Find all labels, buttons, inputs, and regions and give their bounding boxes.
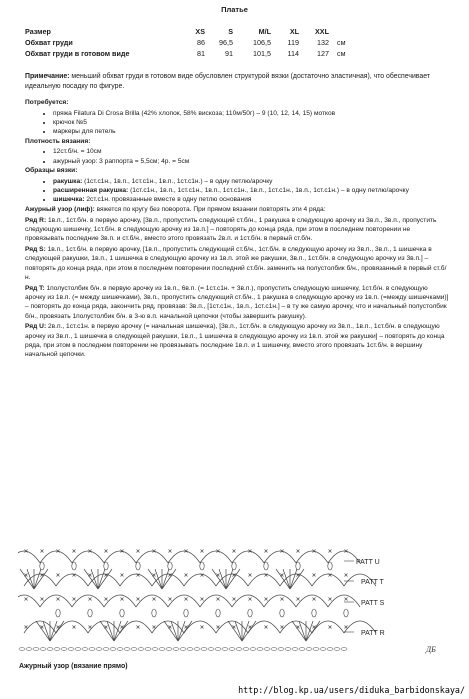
foundation-chain [166, 648, 172, 651]
foundation-chain [285, 648, 291, 651]
shell-stitch [155, 569, 162, 589]
foundation-chain [327, 648, 333, 651]
sample-term: ракушка: [53, 177, 83, 185]
foundation-chain [131, 648, 137, 651]
puff-stitch [120, 609, 124, 617]
foundation-chain [33, 648, 39, 651]
row-label-r: PATT R [361, 630, 385, 637]
chain-arch [40, 595, 72, 607]
foundation-chain [26, 648, 32, 651]
size-table-row [25, 27, 346, 38]
sample-item [53, 195, 450, 204]
foundation-chain [110, 648, 116, 651]
size-cell: XL [289, 27, 299, 36]
gauge-heading: Плотность вязания: [25, 137, 91, 145]
foundation-chain [40, 648, 46, 651]
size-unit [329, 27, 346, 38]
chain-arch [312, 621, 344, 633]
chain-arch [168, 595, 200, 607]
shell-stitch [107, 621, 114, 641]
foundation-chain [89, 648, 95, 651]
shell-stitch [212, 569, 226, 589]
puff-stitch [216, 609, 220, 617]
chain-arch [264, 595, 296, 607]
size-cell: M/L [258, 27, 271, 36]
chain-arch [136, 595, 168, 607]
puff-stitch [88, 609, 92, 617]
samples-list [25, 177, 450, 205]
puff-stitch [232, 562, 236, 570]
shell-stitch [226, 569, 233, 589]
material-item: • пряжа Filatura Di Crosa Brilla (42% хлопок, 58% вискоза; 110м/50г) – 9 (10, 12, 14, 15) мотков [53, 109, 450, 118]
sample-term: шишечка: [53, 196, 85, 204]
chain-arch [120, 574, 152, 586]
row-text: 2в.п., 1ст.с1н. в первую арочку (= начальная шишечка), [3в.п., 1ст.б/н. в следующую арочку из 3в.п., 1в.п., 1ст.б/н. в следующую арочку из 3в.п., 1 шишечка в следующей ракушки, 1в.п., 1 шишечка в следующую арочку из 1в.п. этой же ракушки] – повторять до конца ряда, при этом в последнем повторении не провязывать последние 1в.п. и 1 шишечку, вместо этого провязать 1ст.б/н. в вершину начальной цепочки. [25, 323, 445, 359]
shell-stitch [171, 621, 178, 641]
chain-arch [312, 574, 344, 586]
foundation-chain [229, 648, 235, 651]
foundation-chain [264, 648, 270, 651]
note-label: Примечание: [25, 73, 70, 80]
row-label-u: PATT U [356, 559, 380, 566]
instructions-body [25, 98, 450, 361]
row-text: 1в.п., 1ст.б/н. в первую арочку, [1в.п., пропустить следующий ст.б/н., 1ст.б/н. в следующую арочку из 3в.п., 3в.п., 1 шишечка в следующей ракушки, 1в.п., 1 шишечка в следующую арочку из 1в.п. этой же ракушки, 3в.п., 1ст.б/н. в следующую арочку из 3в.п.] – повторять до конца ряда, при этом в последнем повторении последний ст.б/н. заменить на полустолбик б/н., провязанный в первый ст.б/н. [25, 245, 447, 281]
diagram-caption: Ажурный узор (вязание прямо) [19, 663, 128, 670]
row-label: Ряд R: [25, 216, 47, 224]
puff-stitch [152, 609, 156, 617]
sample-text: 2ст.с1н. провязанные вместе в одну петлю основания [84, 196, 252, 204]
puff-stitch [56, 609, 60, 617]
signature: ДБ [426, 645, 436, 654]
shell-stitch [50, 621, 64, 641]
foundation-chain [117, 648, 123, 651]
row-text: 1в.п., 1ст.б/н. в первую арочку, [3в.п., пропустить следующий ст.б/н., 1 ракушка в следующую арочку из 3в.п., 3в.п., пропустить следующую шишечку, 1ст.б/н. в следующую арочку из 1в.п.] – повторять до конца ряда, при этом в последнем повторении не провязывать последние 3в.п. и ст.б/н., вместо этого провязать 2в.п. и 1ст.б/н. в первый ст.б/н. [25, 216, 437, 243]
pattern-row-s [25, 245, 450, 282]
chain-arch [328, 595, 360, 607]
foundation-chain [103, 648, 109, 651]
size-cell: 91 [225, 49, 233, 58]
size-row-label: Обхват груди в готовом виде [25, 49, 130, 58]
foundation-chain [208, 648, 214, 651]
size-cell: XS [195, 27, 205, 36]
pattern-row-t [25, 284, 450, 321]
gauge-list [25, 147, 450, 166]
pattern-intro [25, 205, 450, 214]
puff-stitch [264, 562, 268, 570]
puff-stitch [72, 562, 76, 570]
sample-text: (1ст.с1н., 1в.п., 1ст.с1н., 1в.п., 1ст.с1н., 1в.п., 1ст.с1н., 1в.п., 1ст.с1н.) – в одну петлю/арочку [128, 187, 409, 195]
chain-arch [104, 595, 136, 607]
row-label: Ряд S: [25, 245, 46, 253]
foundation-chain [215, 648, 221, 651]
shell-stitch [162, 569, 176, 589]
puff-stitch [344, 609, 348, 617]
size-unit: см [337, 49, 346, 58]
size-cell: 101,5 [253, 49, 271, 58]
foundation-chain [187, 648, 193, 651]
foundation-chain [320, 648, 326, 651]
material-item: • маркеры для петель [53, 127, 450, 136]
foundation-chain [173, 648, 179, 651]
foundation-chain [313, 648, 319, 651]
shell-stitch [162, 569, 169, 589]
pattern-row-u [25, 322, 450, 359]
chain-arch [40, 551, 72, 563]
shell-stitch [20, 569, 34, 589]
shell-stitch [242, 621, 256, 641]
chain-arch [72, 595, 104, 607]
foundation-chain [243, 648, 249, 651]
foundation-chain [138, 648, 144, 651]
foundation-chain [257, 648, 263, 651]
pattern-intro-text: вяжется по кругу без поворота. При прямом вязании повторять эти 4 ряда: [94, 205, 326, 213]
gauge-item: • 12ст.б/н. = 10см [53, 147, 450, 156]
foundation-chain [82, 648, 88, 651]
puff-stitch [104, 562, 108, 570]
chain-arch [232, 595, 264, 607]
shell-stitch [98, 569, 112, 589]
chain-arch [120, 621, 152, 633]
chain-arch [184, 574, 216, 586]
shell-stitch [299, 621, 306, 641]
puff-stitch [312, 609, 316, 617]
foundation-chain [96, 648, 102, 651]
shell-stitch [34, 569, 41, 589]
shell-stitch [290, 569, 297, 589]
foundation-chain [278, 648, 284, 651]
shell-stitch [34, 569, 48, 589]
size-cell: 132 [317, 38, 329, 47]
puff-stitch [296, 562, 300, 570]
chain-arch [232, 551, 264, 563]
foundation-chain [54, 648, 60, 651]
row-label: Ряд T: [25, 284, 45, 292]
foundation-chain [306, 648, 312, 651]
materials-heading: Потребуется: [25, 99, 69, 106]
foundation-chain [19, 648, 25, 651]
chain-arch [296, 551, 328, 563]
chain-arch [18, 551, 40, 563]
pattern-row-r [25, 216, 450, 244]
size-cell: 86 [197, 38, 205, 47]
materials-list [25, 109, 450, 137]
size-cell: 96,5 [219, 38, 233, 47]
puff-stitch [40, 562, 44, 570]
size-cell: S [228, 27, 233, 36]
material-item: • крючок №5 [53, 118, 450, 127]
foundation-chain [201, 648, 207, 651]
shell-stitch [226, 569, 240, 589]
chain-arch [248, 574, 280, 586]
foundation-chain [250, 648, 256, 651]
shell-stitch [306, 621, 320, 641]
chain-arch [296, 595, 328, 607]
shell-stitch [242, 621, 249, 641]
foundation-chain [236, 648, 242, 651]
size-cell: 119 [287, 38, 299, 47]
chain-arch [72, 551, 104, 563]
shell-stitch [219, 569, 226, 589]
foundation-chain [194, 648, 200, 651]
shell-stitch [283, 569, 290, 589]
size-cell: 81 [197, 49, 205, 58]
foundation-chain [271, 648, 277, 651]
foundation-chain [61, 648, 67, 651]
chain-arch [18, 595, 40, 607]
row-label-s: PATT S [361, 600, 385, 607]
shell-stitch [178, 621, 185, 641]
note-text: меньший обхват груди в готовом виде обусловлен структурой вязки (достаточно эластичная), что обеспечивает идеальную посадку по фигуре. [25, 73, 430, 90]
foundation-chain [159, 648, 165, 651]
shell-stitch [114, 621, 121, 641]
puff-stitch [184, 609, 188, 617]
sample-item [53, 186, 450, 195]
chart-marks [18, 550, 376, 651]
sample-item [53, 177, 450, 186]
foundation-chain [341, 648, 347, 651]
puff-stitch [168, 562, 172, 570]
chain-arch [200, 551, 232, 563]
foundation-chain [180, 648, 186, 651]
shell-stitch [235, 621, 242, 641]
shell-stitch [50, 621, 57, 641]
pattern-intro-label: Ажурный узор (лиф): [25, 205, 95, 213]
foundation-chain [292, 648, 298, 651]
chain-arch [168, 551, 200, 563]
chain-arch [56, 621, 88, 633]
size-table-row [25, 49, 346, 60]
foundation-chain [299, 648, 305, 651]
samples-heading: Образцы вязки: [25, 167, 78, 175]
shell-stitch [114, 621, 128, 641]
row-label-t: PATT T [361, 579, 384, 586]
shell-stitch [91, 569, 98, 589]
chain-arch [104, 551, 136, 563]
page-title: Платье [221, 5, 248, 14]
shell-stitch [306, 621, 313, 641]
foundation-chain [124, 648, 130, 651]
chain-arch [248, 621, 280, 633]
size-cell: XXL [315, 27, 329, 36]
puff-stitch [328, 562, 332, 570]
shell-stitch [84, 569, 98, 589]
chain-arch [264, 551, 296, 563]
puff-stitch [280, 609, 284, 617]
watermark-url: http://blog.kp.ua/users/diduka_barbidonskaya/ [238, 685, 465, 695]
chain-arch [184, 621, 216, 633]
size-row-label: Размер [25, 27, 51, 36]
shell-stitch [27, 569, 34, 589]
size-unit: см [337, 38, 346, 47]
chain-arch [136, 551, 168, 563]
size-table [25, 27, 346, 60]
gauge-item: • ажурный узор: 3 раппорта = 5,5см; 4р. = 5см [53, 157, 450, 166]
row-label: Ряд U: [25, 323, 47, 331]
size-cell: 114 [287, 49, 299, 58]
foundation-chain [222, 648, 228, 651]
foundation-chain [75, 648, 81, 651]
chain-arch [56, 574, 88, 586]
shell-stitch [98, 569, 105, 589]
size-cell: 106,5 [253, 38, 271, 47]
note-paragraph [25, 72, 445, 91]
foundation-chain [334, 648, 340, 651]
shell-stitch [43, 621, 50, 641]
shell-stitch [148, 569, 162, 589]
size-table-row [25, 38, 346, 49]
crochet-chart [18, 531, 450, 658]
shell-stitch [276, 569, 290, 589]
sample-term: расширенная ракушка: [53, 187, 129, 195]
puff-stitch [248, 609, 252, 617]
shell-stitch [290, 569, 304, 589]
size-row-label: Обхват груди [25, 38, 73, 47]
foundation-chain [68, 648, 74, 651]
sample-text: (1ст.с1н., 1в.п., 1ст.с1н., 1в.п., 1ст.с1н.) – в одну петлю/арочку [82, 177, 273, 185]
foundation-chain [145, 648, 151, 651]
size-cell: 127 [317, 49, 329, 58]
row-text: 1полустолбик б/н. в первую арочку из 1в.п., 6в.п. (= 1ст.с1н. + 3в.п.), пропустить следующую шишечку, 1ст.б/н. в следующую арочку из 1в.п. (= между шишечками), 3в.п., пропустить следующий ст.б/н., 1 ракушка в следующую арочку из 1в.п. (=между шишечками)] – повторять до конца ряда, закончить ряд, провязав: 3в.п., [1ст.с1н., 1в.п., 1ст.с1н.] – в ту же самую арочку, что и начальный полустолбик б/н., провязать 1полустолбик б/н. в 3-ю в.п. начальной цепочки (чтобы завершить ракушку). [25, 284, 449, 320]
puff-stitch [200, 562, 204, 570]
foundation-chain [47, 648, 53, 651]
shell-stitch [178, 621, 192, 641]
chain-arch [200, 595, 232, 607]
puff-stitch [136, 562, 140, 570]
foundation-chain [152, 648, 158, 651]
